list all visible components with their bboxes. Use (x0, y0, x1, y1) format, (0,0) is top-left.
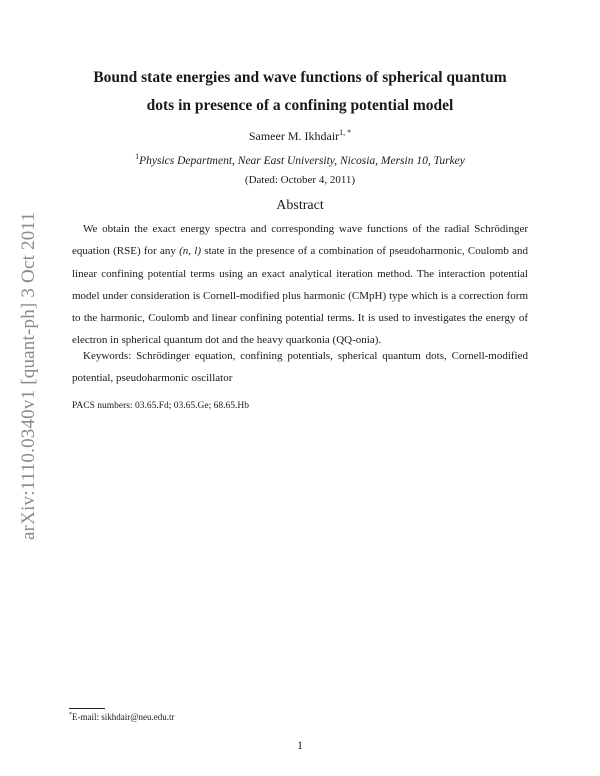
abstract-body (72, 218, 528, 352)
affiliation (0, 152, 600, 167)
keywords: Keywords: Schrödinger equation, confining potentials, spherical quantum dots, Cornell-modified potential, pseudoharmonic oscillator (72, 350, 528, 384)
page-number: 1 (297, 738, 303, 752)
abstract-text-part1: We obtain the exact energy spectra and corresponding wave functions of the radial Schrödinger equation (RSE) for any (72, 223, 528, 258)
abstract-text-part2: state in the presence of a combination of pseudoharmonic, Coulomb and linear confining potential terms using an exact analytical iteration method. The interaction potential model under consideration is Cornell-modified plus harmonic (CMpH) type which is a correction form to the harmonic, Coulomb and linear confining potential terms. It is used to investigates the energy of electron in spherical quantum dot and the heavy quarkonia (QQ-onia). (72, 245, 528, 347)
footnote-email: E-mail: sikhdair@neu.edu.tr (72, 712, 175, 722)
pacs-numbers: PACS numbers: 03.65.Fd; 03.65.Ge; 68.65.Hb (72, 401, 249, 411)
author-superscript: 1, * (339, 128, 352, 137)
abstract-paragraph (72, 218, 528, 352)
affiliation-superscript: 1 (135, 152, 140, 161)
title-line-1: Bound state energies and wave functions of spherical quantum (93, 69, 507, 86)
author-name: Sameer M. Ikhdair (248, 129, 340, 143)
abstract-heading: Abstract (276, 198, 324, 213)
title-line-2: dots in presence of a confining potential model (146, 97, 454, 114)
arxiv-identifier-stamp: arXiv:1110.0340v1 [quant-ph] 3 Oct 2011 (18, 211, 39, 540)
dated-line: (Dated: October 4, 2011) (244, 174, 356, 186)
abstract-math-nl: (n, l) (179, 245, 202, 258)
footnote (69, 712, 175, 722)
footnote-rule (69, 708, 105, 709)
author-line (0, 128, 600, 144)
footnote-mark: * (69, 712, 72, 718)
affiliation-text: Physics Department, Near East University, Nicosia, Mersin 10, Turkey (139, 154, 465, 167)
paper-title (60, 64, 540, 120)
